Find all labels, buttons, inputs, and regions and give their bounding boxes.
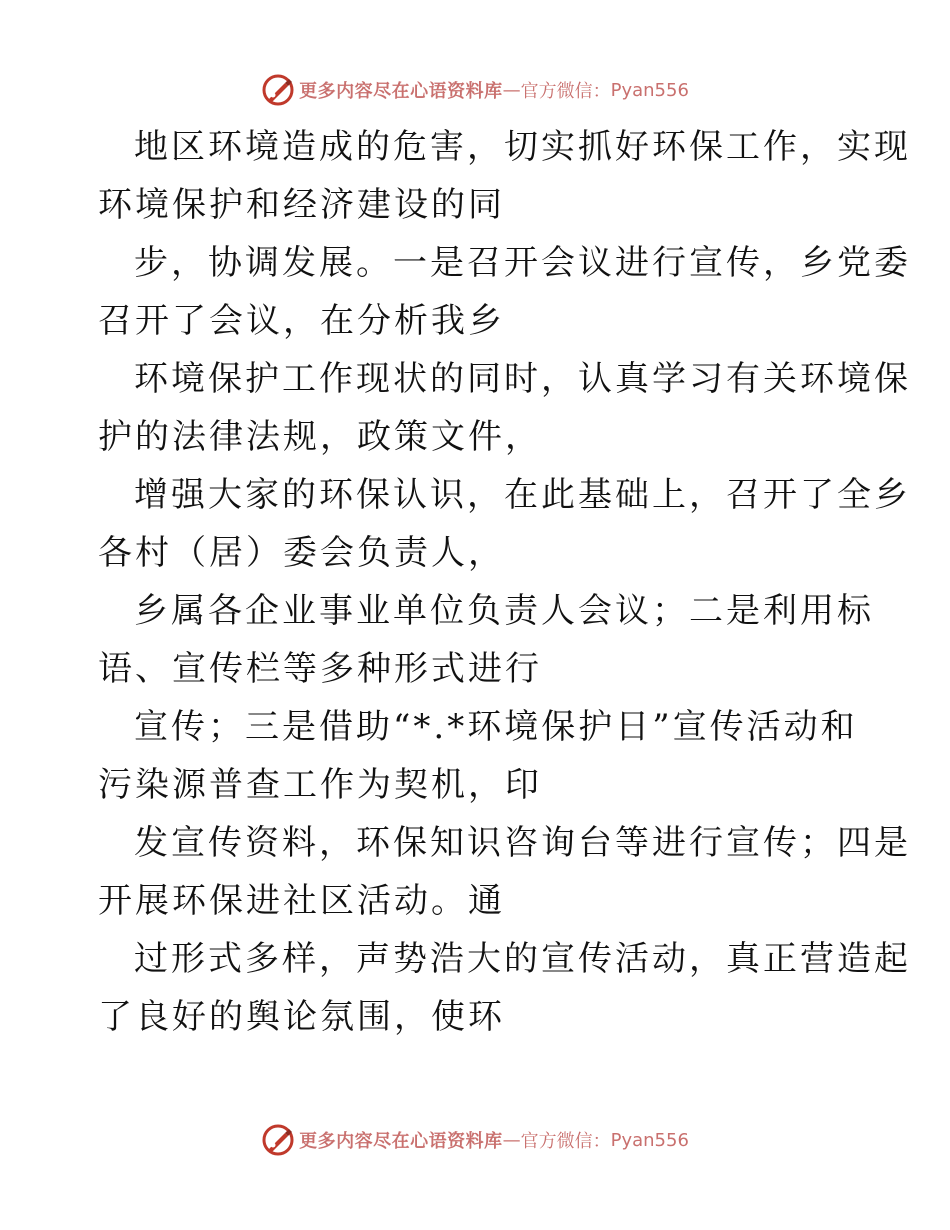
text-line: 过形式多样，声势浩大的宣传活动，真正营造起 <box>134 939 911 979</box>
header-banner <box>0 70 950 110</box>
footer-banner <box>0 1120 950 1160</box>
text-line: 步，协调发展。一是召开会议进行宣传，乡党委 <box>134 243 911 283</box>
text-line: 了良好的舆论氛围，使环 <box>98 997 505 1037</box>
text-line: 地区环境造成的危害，切实抓好环保工作，实现 <box>134 127 911 167</box>
footer-wechat-id: Pyan556 <box>610 1129 689 1151</box>
header-wechat-label: 官方微信： <box>520 81 611 102</box>
header-dash: — <box>502 79 521 101</box>
text-line: 各村（居）委会负责人， <box>98 533 505 573</box>
text-line: 召开了会议，在分析我乡 <box>98 301 505 341</box>
pen-logo-icon <box>261 1123 295 1157</box>
text-line: 环境保护和经济建设的同 <box>98 185 505 225</box>
text-line: 发宣传资料，环保知识咨询台等进行宣传；四是 <box>134 823 911 863</box>
header-wechat-id: Pyan556 <box>610 79 689 101</box>
footer-wechat-label: 官方微信： <box>520 1131 611 1152</box>
text-line: 增强大家的环保认识，在此基础上，召开了全乡 <box>134 475 911 515</box>
text-line: 环境保护工作现状的同时，认真学习有关环境保 <box>134 359 911 399</box>
text-line: 乡属各企业事业单位负责人会议；二是利用标 <box>134 591 874 631</box>
text-line: 污染源普查工作为契机，印 <box>98 765 542 805</box>
pen-logo-icon <box>261 73 295 107</box>
document-body <box>98 118 911 1046</box>
footer-brand-text: 更多内容尽在心语资料库 <box>299 1131 503 1152</box>
text-line: 护的法律法规，政策文件， <box>98 417 542 457</box>
footer-dash: — <box>502 1129 521 1151</box>
header-brand-text: 更多内容尽在心语资料库 <box>299 81 503 102</box>
text-line: 语、宣传栏等多种形式进行 <box>98 649 542 689</box>
text-line: 宣传；三是借助“*.*环境保护日”宣传活动和 <box>134 707 858 747</box>
text-line: 开展环保进社区活动。通 <box>98 881 505 921</box>
